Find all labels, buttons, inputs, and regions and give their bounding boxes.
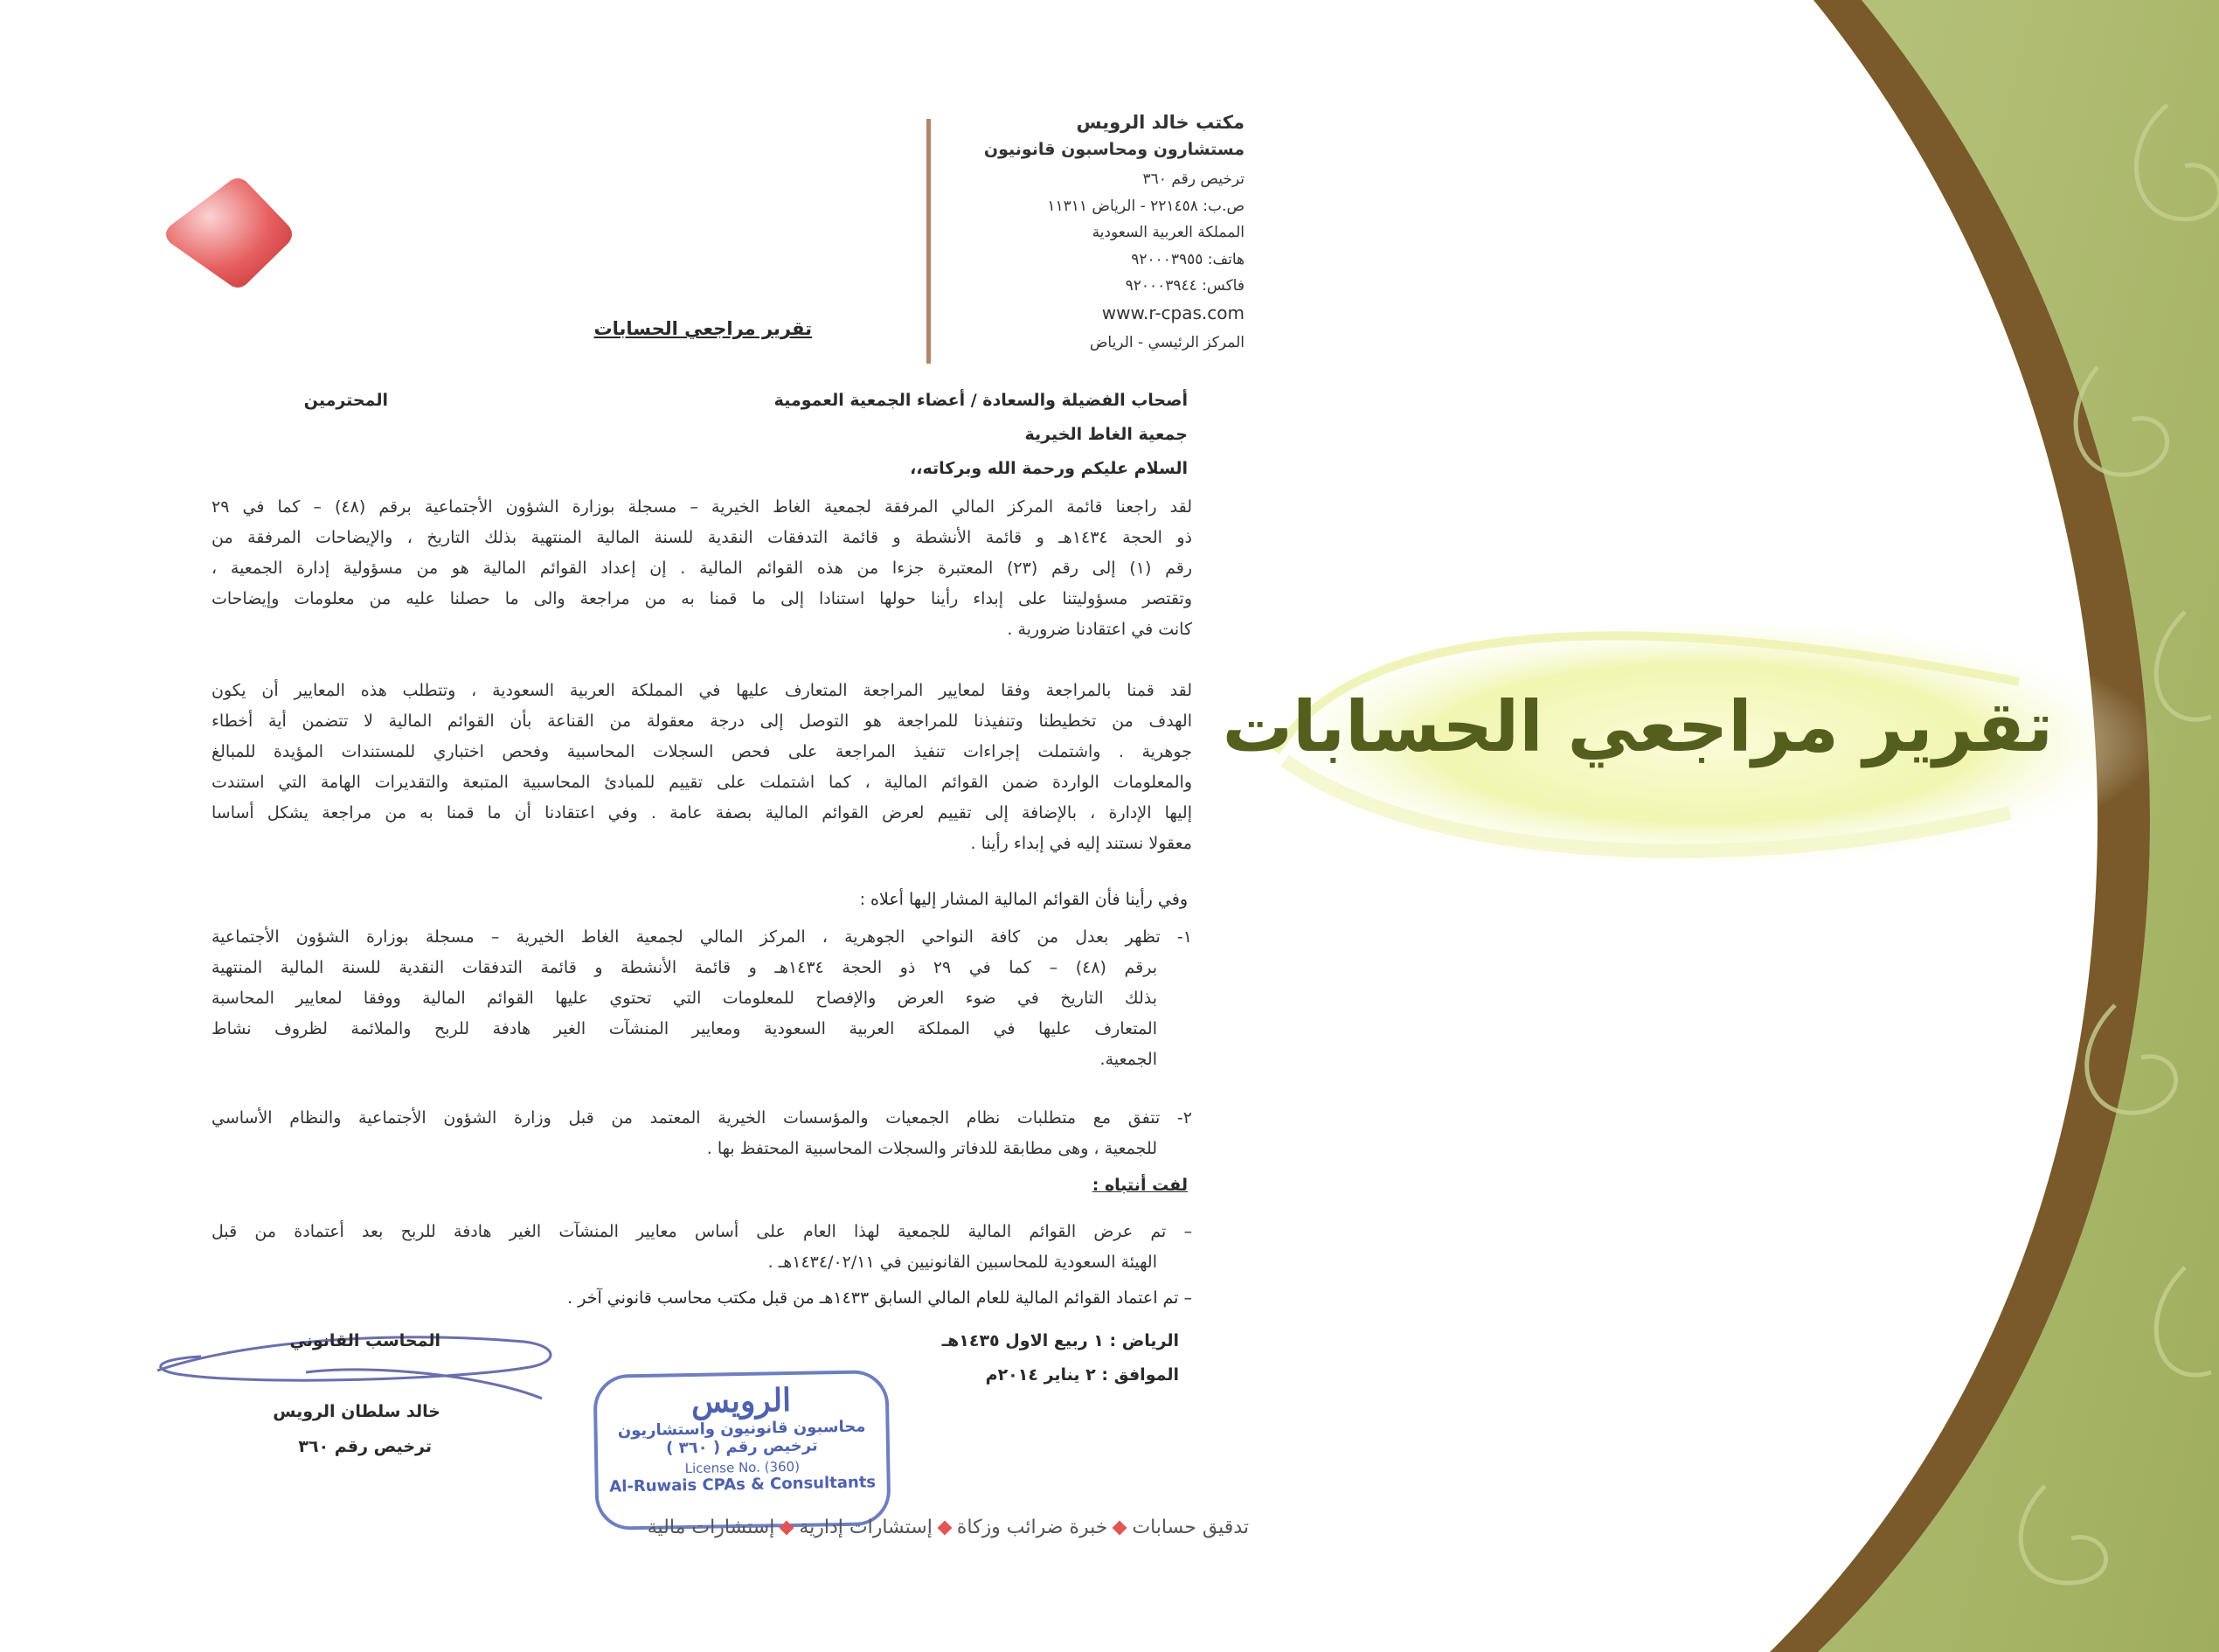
stamp-name-en: Al-Ruwais CPAs & Consultants: [609, 1473, 877, 1496]
opinion-intro: وفي رأينا فأن القوائم المالية المشار إليها أعلاه :: [859, 890, 1188, 909]
service-management: إستشارات إدارية: [799, 1517, 933, 1538]
attention-heading: لفت أنتباه :: [1092, 1176, 1188, 1195]
date-hijri: الرياض : ١ ربيع الاول ١٤٣٥هـ: [941, 1331, 1179, 1350]
service-tax: خبرة ضرائب وزكاة: [956, 1517, 1108, 1538]
opinion-line: بذلك التاريخ في ضوء العرض والإفصاح للمعلومات التي تحتوي عليها القوائم المالية ووفقا لمعايير المحاسبة: [211, 989, 1157, 1008]
country: المملكة العربية السعودية: [1092, 224, 1245, 241]
banner-title: تقرير مراجعي الحسابات: [1222, 686, 2053, 767]
signer-name: خالد سلطان الرويس: [273, 1402, 440, 1421]
stamp-name-ar: الرويس: [690, 1382, 792, 1421]
opinion-line: للجمعية ، وهى مطابقة للدفاتر والسجلات المحاسبية المحتفظ بها .: [706, 1139, 1157, 1158]
paragraph-standards: [211, 676, 1192, 859]
po-box: ص.ب: ٢٢١٤٥٨ - الرياض ١١٣١١: [1047, 198, 1245, 215]
opinion-line: المتعارف عليها في المملكة العربية السعودية ومعايير المنشآت الغير هادفة للربح والملائمة لظروف نشاط: [211, 1019, 1157, 1038]
firm-license: ترخيص رقم ٣٦٠: [1142, 170, 1245, 188]
head-office: المركز الرئيسي - الرياض: [1089, 334, 1245, 351]
paragraph-scope: [211, 492, 1192, 645]
diamond-bullet-icon: [937, 1521, 952, 1536]
firm-title: مستشارون ومحاسبون قانونيون: [983, 140, 1245, 159]
report-heading: تقرير مراجعي الحسابات: [593, 318, 812, 339]
diamond-bullet-icon: [1113, 1521, 1127, 1536]
opinion-line: برقم (٤٨) – كما في ٢٩ ذو الحجة ١٤٣٤هـ و قائمة الأنشطة و قائمة التدفقات النقدية للسنة المالية المنتهية: [211, 958, 1158, 977]
paragraph-line: رقم (١) إلى رقم (٢٣) المعتبرة جزءا من هذه القوائم المالية . إن إعداد القوائم المالية هو من مسؤولية إدارة الجمعية ،: [211, 559, 1193, 578]
fax: فاكس: ٩٢٠٠٠٣٩٤٤: [1125, 277, 1245, 295]
letterhead-divider: [926, 119, 931, 364]
service-financial: إستشارات مالية: [647, 1517, 775, 1538]
footer-services: [648, 1517, 1249, 1538]
paragraph-line: لقد راجعنا قائمة المركز المالي المرفقة لجمعية الغاط الخيرية – مسجلة بوزارة الشؤون الأجتماعية برقم (٤٨) – كما في ٢٩: [211, 497, 1192, 517]
opinion-line: ٢- تتفق مع متطلبات نظام الجمعيات والمؤسسات الخيرية المعتمد من قبل وزارة الشؤون الأجتماعية والنظام الأساسي: [211, 1108, 1192, 1128]
paragraph-line: ذو الحجة ١٤٣٤هـ و قائمة الأنشطة و قائمة التدفقات النقدية للسنة المالية المنتهية بذلك التاريخ ، والإيضاحات المرفقة من: [211, 528, 1193, 547]
paragraph-line: معقولا نستند إليه في إبداء رأينا .: [970, 834, 1192, 853]
official-stamp: [593, 1370, 891, 1531]
attention-line: – تم عرض القوائم المالية للجمعية لهذا العام على أساس معايير المنشآت الغير هادفة للربح بعد أعتمادة من قبل: [211, 1222, 1192, 1241]
paragraph-line: إليها الإدارة ، بالإضافة إلى تقييم لعرض القوائم المالية بصفة عامة . وفي اعتقادنا أن ما قمنا به من مراجعة يشكل أساسا: [211, 803, 1192, 823]
stamp-license-en: License No. (360): [684, 1458, 801, 1477]
organization-name: جمعية الغاط الخيرية: [1024, 425, 1188, 444]
attention-item-1: [211, 1217, 1192, 1278]
logo-diamond-icon: [166, 178, 292, 288]
firm-name: مكتب خالد الرويس: [1076, 112, 1245, 133]
opinion-line: ١- تظهر بعدل من كافة النواحي الجوهرية ، المركز المالي لجمعية الغاط الخيرية – مسجلة بوزارة الشؤون الأجتماعية: [211, 927, 1192, 947]
greeting: السلام عليكم ورحمة الله وبركاته،،: [910, 459, 1188, 478]
attention-line: الهيئة السعودية للمحاسبين القانونيين في ١٤٣٤/٠٢/١١هـ .: [767, 1253, 1157, 1272]
stamp-license-ar: ترخيص رقم ( ٣٦٠ ): [665, 1436, 818, 1458]
phone: هاتف: ٩٢٠٠٠٣٩٥٥: [1131, 251, 1245, 268]
date-gregorian: الموافق : ٢ يناير ٢٠١٤م: [985, 1365, 1179, 1385]
paragraph-line: وتقتصر مسؤوليتنا على إبداء رأينا حولها استنادا إلى ما قمنا به من مراجعة والى ما حصلنا عليه من معلومات وإيضاحات: [211, 589, 1192, 608]
signer-title: المحاسب القانوني: [289, 1331, 440, 1350]
opinion-item-2: [211, 1103, 1192, 1164]
service-audit: تدقيق حسابات: [1132, 1517, 1249, 1538]
paragraph-line: لقد قمنا بالمراجعة وفقا لمعايير المراجعة المتعارف عليها في المملكة العربية السعودية ، وتتطلب هذه المعايير أن يكون: [211, 681, 1192, 700]
opinion-line: الجمعية.: [1099, 1050, 1157, 1069]
paragraph-line: والمعلومات الواردة ضمن القوائم المالية ، كما اشتملت على تقييم للمبادئ المحاسبية المتبعة والتقديرات الهامة التي استندت: [211, 773, 1192, 792]
paragraph-line: جوهرية . واشتملت إجراءات تنفيذ المراجعة على فحص السجلات المحاسبية وفحص اختباري للمستندات المؤيدة للمبالغ: [211, 742, 1192, 761]
attention-item-2: – تم اعتماد القوائم المالية للعام المالي السابق ١٤٣٣هـ من قبل مكتب محاسب قانوني آخر .: [567, 1288, 1192, 1308]
salutation-respected: المحترمين: [303, 391, 388, 410]
stamp-line-ar: محاسبون قانونيون واستشاريون: [617, 1417, 866, 1440]
paragraph-line: الهدف من تخطيطنا وتنفيذنا للمراجعة هو التوصل إلى درجة معقولة من القناعة بأن القوائم المالية لا تتضمن أية أخطاء: [211, 711, 1192, 731]
salutation-to: أصحاب الفضيلة والسعادة / أعضاء الجمعية العمومية: [773, 391, 1188, 410]
signer-license: ترخيص رقم ٣٦٠: [298, 1437, 432, 1456]
opinion-item-1: [211, 922, 1192, 1075]
diamond-bullet-icon: [780, 1521, 794, 1536]
paragraph-line: كانت في اعتقادنا ضرورية .: [1007, 620, 1192, 639]
website-link[interactable]: www.r-cpas.com: [1101, 302, 1245, 323]
